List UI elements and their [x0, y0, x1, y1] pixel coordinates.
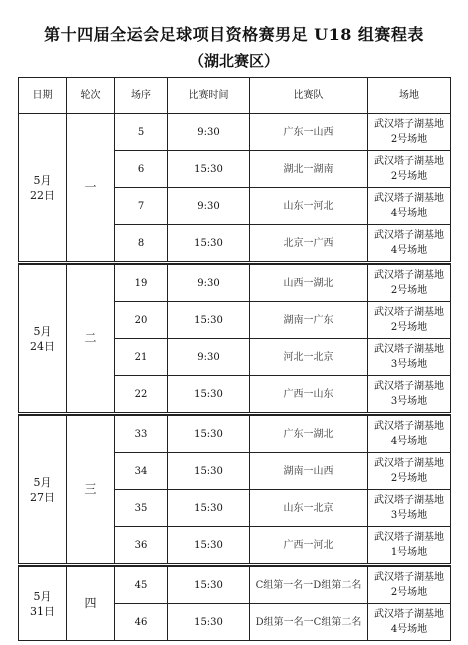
date-cell: [19, 567, 67, 641]
time-cell: 15:30: [168, 225, 250, 263]
time-cell: 9:30: [168, 114, 250, 151]
teams-cell: 广西一河北: [250, 527, 368, 565]
venue-name: 武汉塔子湖基地: [374, 344, 444, 355]
time-cell: 9:30: [168, 339, 250, 376]
teams-cell: 山东一河北: [250, 188, 368, 225]
teams-cell: 湖北一湖南: [250, 151, 368, 188]
venue-cell: [368, 567, 451, 604]
venue-pitch: 2号场地: [390, 134, 428, 145]
match-no-cell: 46: [115, 604, 168, 641]
round-cell: 二: [67, 265, 115, 414]
venue-pitch: 2号场地: [390, 587, 428, 598]
schedule-body: [19, 114, 451, 641]
date-month: 5月: [33, 324, 52, 338]
match-no-cell: 6: [115, 151, 168, 188]
venue-pitch: 1号场地: [390, 547, 428, 558]
teams-cell: D组第一名一C组第二名: [250, 604, 368, 641]
time-cell: 15:30: [168, 151, 250, 188]
venue-name: 武汉塔子湖基地: [374, 421, 444, 432]
match-no-cell: 21: [115, 339, 168, 376]
venue-cell: [368, 416, 451, 453]
time-cell: 15:30: [168, 604, 250, 641]
match-no-cell: 20: [115, 302, 168, 339]
date-day: 24日: [30, 339, 55, 353]
match-no-cell: 35: [115, 490, 168, 527]
venue-name: 武汉塔子湖基地: [374, 307, 444, 318]
venue-pitch: 2号场地: [390, 322, 428, 333]
teams-cell: C组第一名一D组第二名: [250, 567, 368, 604]
date-month: 5月: [33, 475, 52, 489]
round-cell: 一: [67, 114, 115, 263]
teams-cell: 广西一山东: [250, 376, 368, 414]
time-cell: 15:30: [168, 302, 250, 339]
time-cell: 15:30: [168, 453, 250, 490]
venue-pitch: 3号场地: [390, 359, 428, 370]
time-cell: 15:30: [168, 416, 250, 453]
match-no-cell: 36: [115, 527, 168, 565]
venue-cell: [368, 225, 451, 263]
time-cell: 15:30: [168, 567, 250, 604]
venue-cell: [368, 339, 451, 376]
match-no-cell: 19: [115, 265, 168, 302]
venue-pitch: 2号场地: [390, 473, 428, 484]
venue-name: 武汉塔子湖基地: [374, 270, 444, 281]
teams-cell: 广东一山西: [250, 114, 368, 151]
table-row: [19, 265, 451, 302]
venue-cell: [368, 490, 451, 527]
match-no-cell: 5: [115, 114, 168, 151]
teams-cell: 北京一广西: [250, 225, 368, 263]
header-date: 日期: [19, 78, 67, 114]
venue-name: 武汉塔子湖基地: [374, 119, 444, 130]
page-title: 第十四届全运会足球项目资格赛男足 U18 组赛程表: [44, 25, 424, 44]
time-cell: 15:30: [168, 490, 250, 527]
venue-name: 武汉塔子湖基地: [374, 156, 444, 167]
venue-cell: [368, 527, 451, 565]
time-cell: 15:30: [168, 527, 250, 565]
date-day: 22日: [30, 188, 55, 202]
venue-name: 武汉塔子湖基地: [374, 230, 444, 241]
table-row: [19, 114, 451, 151]
date-cell: [19, 416, 67, 565]
date-month: 5月: [33, 173, 52, 187]
venue-cell: [368, 114, 451, 151]
teams-cell: 山东一北京: [250, 490, 368, 527]
venue-cell: [368, 302, 451, 339]
date-day: 27日: [30, 490, 55, 504]
venue-name: 武汉塔子湖基地: [374, 193, 444, 204]
teams-cell: 山西一湖北: [250, 265, 368, 302]
table-row: [19, 567, 451, 604]
venue-cell: [368, 265, 451, 302]
page-subtitle: （湖北赛区）: [188, 52, 279, 70]
venue-name: 武汉塔子湖基地: [374, 458, 444, 469]
venue-pitch: 4号场地: [390, 624, 428, 635]
table-row: [19, 416, 451, 453]
date-month: 5月: [33, 589, 52, 603]
venue-cell: [368, 151, 451, 188]
round-cell: 四: [67, 567, 115, 641]
venue-name: 武汉塔子湖基地: [374, 532, 444, 543]
venue-cell: [368, 453, 451, 490]
match-no-cell: 7: [115, 188, 168, 225]
venue-name: 武汉塔子湖基地: [374, 609, 444, 620]
venue-pitch: 2号场地: [390, 171, 428, 182]
teams-cell: 湖南一广东: [250, 302, 368, 339]
venue-name: 武汉塔子湖基地: [374, 572, 444, 583]
header-match-no: 场序: [115, 78, 168, 114]
match-no-cell: 22: [115, 376, 168, 414]
time-cell: 15:30: [168, 376, 250, 414]
date-cell: [19, 265, 67, 414]
match-no-cell: 45: [115, 567, 168, 604]
teams-cell: 河北一北京: [250, 339, 368, 376]
venue-pitch: 3号场地: [390, 510, 428, 521]
venue-pitch: 2号场地: [390, 285, 428, 296]
venue-cell: [368, 604, 451, 641]
time-cell: 9:30: [168, 188, 250, 225]
date-cell: [19, 114, 67, 263]
teams-cell: 湖南一山西: [250, 453, 368, 490]
header-round: 轮次: [67, 78, 115, 114]
teams-cell: 广东一湖北: [250, 416, 368, 453]
schedule-table: [18, 77, 451, 641]
venue-pitch: 4号场地: [390, 245, 428, 256]
match-no-cell: 33: [115, 416, 168, 453]
header-venue: 场地: [368, 78, 451, 114]
header-teams: 比赛队: [250, 78, 368, 114]
time-cell: 9:30: [168, 265, 250, 302]
match-no-cell: 8: [115, 225, 168, 263]
date-day: 31日: [30, 604, 55, 618]
venue-pitch: 4号场地: [390, 436, 428, 447]
round-cell: 三: [67, 416, 115, 565]
header-row: [19, 78, 451, 114]
venue-cell: [368, 188, 451, 225]
venue-pitch: 4号场地: [390, 208, 428, 219]
venue-name: 武汉塔子湖基地: [374, 381, 444, 392]
venue-pitch: 3号场地: [390, 396, 428, 407]
header-time: 比赛时间: [168, 78, 250, 114]
match-no-cell: 34: [115, 453, 168, 490]
venue-name: 武汉塔子湖基地: [374, 495, 444, 506]
venue-cell: [368, 376, 451, 414]
